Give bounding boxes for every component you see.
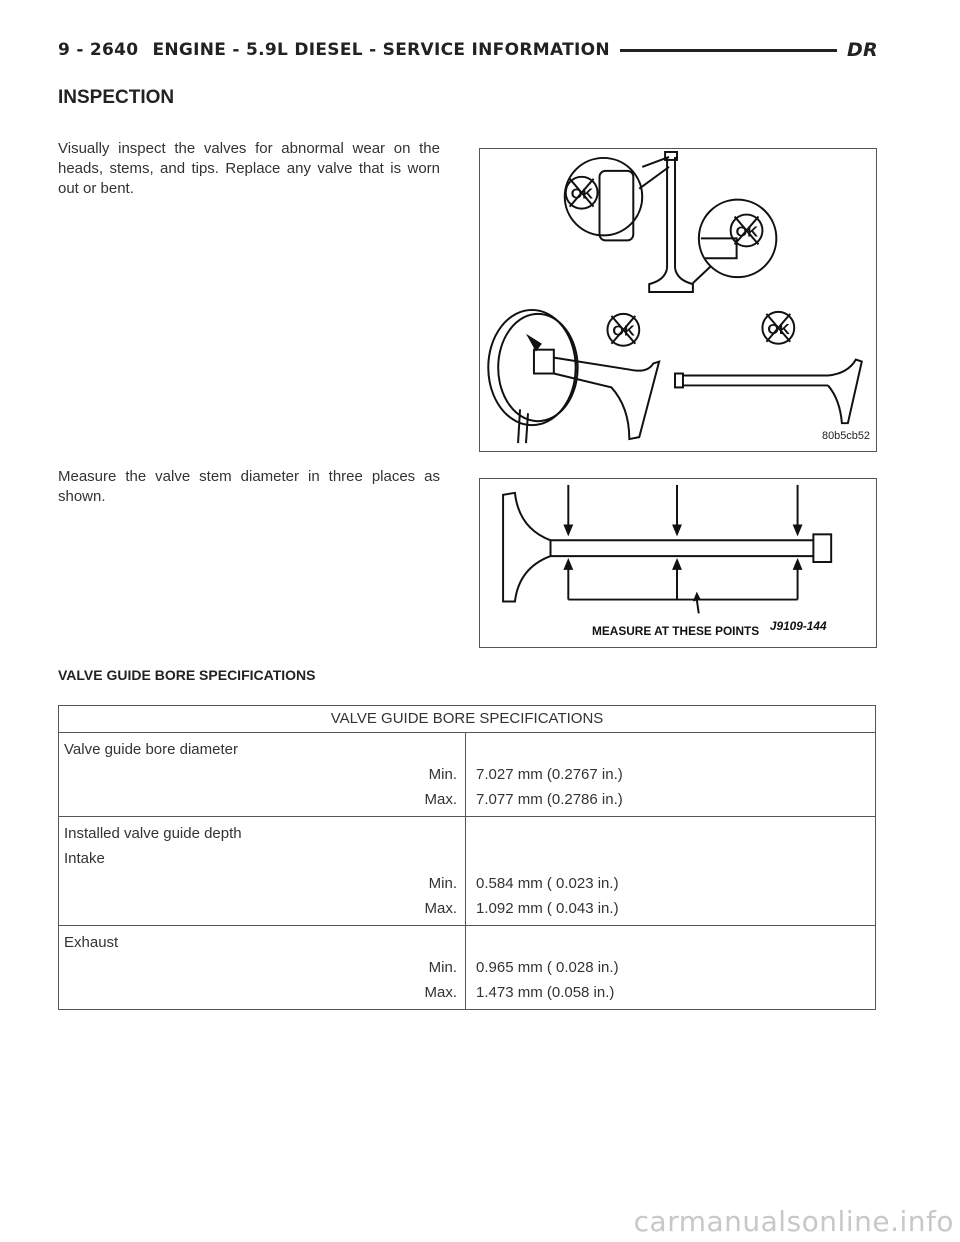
spec-table [58,705,876,1010]
table-heading: VALVE GUIDE BORE SPECIFICATIONS [58,667,316,683]
row-label: Max. [424,791,457,808]
ok-label-1: OK [570,186,594,203]
page-code: 9 - 2640 [58,40,139,60]
ok-label-4: OK [767,321,790,338]
group-sublabel: Intake [64,850,105,867]
section-title: INSPECTION [58,87,175,108]
row-value: 0.965 mm ( 0.028 in.) [476,959,619,976]
row-label: Max. [424,900,457,917]
ok-label-3: OK [612,323,635,340]
ok-label-2: OK [735,224,758,241]
measure-caption: MEASURE AT THESE POINTS [592,624,760,639]
measure-paragraph: Measure the valve stem diameter in three places as shown. [58,468,440,505]
watermark: carmanualsonline.info [633,1205,954,1238]
figure-id: J9109-144 [769,619,827,634]
row-value: 7.077 mm (0.2786 in.) [476,791,623,808]
stem-measure-illustration [480,479,876,647]
stem-measure-figure [479,478,877,648]
row-label: Min. [428,766,457,783]
manual-title: ENGINE - 5.9L DIESEL - SERVICE INFORMATION [152,40,610,60]
figure-id: 80b5cb52 [822,430,870,443]
table-title: VALVE GUIDE BORE SPECIFICATIONS [59,706,876,733]
page-header [58,38,878,62]
row-label: Min. [428,959,457,976]
row-value: 1.473 mm (0.058 in.) [476,984,615,1001]
group-label: Exhaust [64,934,119,951]
valve-wear-illustration [480,149,876,451]
row-label: Max. [424,984,457,1001]
group-label: Installed valve guide depth [64,825,242,842]
brand-logo: DR [846,39,878,61]
inspect-paragraph: Visually inspect the valves for abnormal wear on the heads, stems, and tips. Replace any valve that is worn out or bent. [58,140,440,197]
valve-wear-figure [479,148,877,452]
row-label: Min. [428,875,457,892]
row-value: 1.092 mm ( 0.043 in.) [476,900,619,917]
group-label: Valve guide bore diameter [64,741,238,758]
header-rule [620,49,837,52]
row-value: 7.027 mm (0.2767 in.) [476,766,623,783]
row-value: 0.584 mm ( 0.023 in.) [476,875,619,892]
